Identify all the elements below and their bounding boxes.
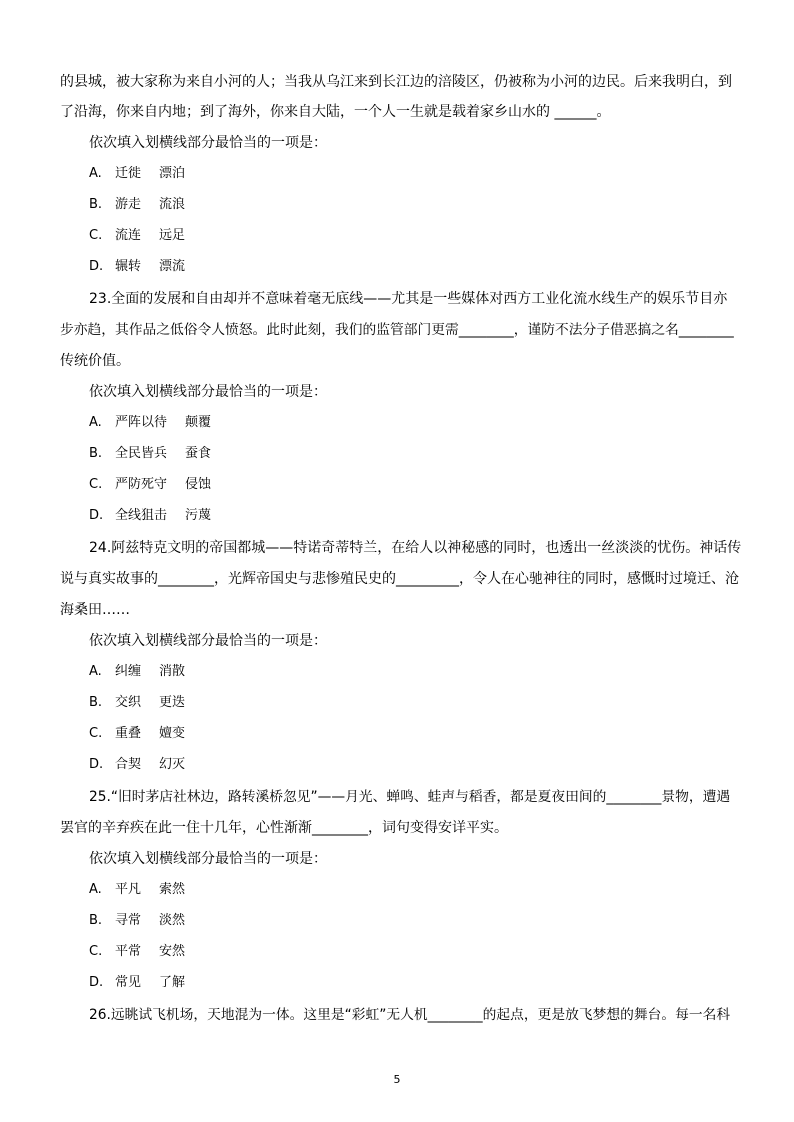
option-word-2: 淡然 <box>159 913 186 928</box>
option-d <box>89 506 211 526</box>
question-prompt: 依次填入划横线部分最恰当的一项是： <box>89 851 327 867</box>
option-letter: A. <box>89 415 102 430</box>
option-letter: B. <box>89 913 103 928</box>
option-a <box>89 164 185 184</box>
option-letter: C. <box>89 944 103 959</box>
option-word-1: 合契 <box>115 757 142 772</box>
option-c <box>89 226 185 246</box>
option-word-2: 流浪 <box>159 197 186 212</box>
question-23-line: 传统价值。 <box>60 353 130 369</box>
option-word-1: 纠缠 <box>115 664 142 679</box>
option-word-1: 流连 <box>115 228 142 243</box>
option-b <box>89 693 185 713</box>
paragraph-line: 的县城，被大家称为来自小河的人；当我从乌江来到长江边的涪陵区，仍被称为小河的边民。后来我明白，到 <box>60 74 732 90</box>
option-letter: B. <box>89 197 103 212</box>
option-letter: C. <box>89 477 103 492</box>
option-word-2: 漂泊 <box>159 166 186 181</box>
option-word-1: 平常 <box>115 944 142 959</box>
question-24-line: 说与真实故事的________，光辉帝国史与悲惨殖民史的_________，令人在心驰神往的同时，感慨时过境迁、沧 <box>60 571 739 587</box>
option-c <box>89 724 185 744</box>
option-word-2: 远足 <box>159 228 186 243</box>
option-word-1: 严防死守 <box>115 477 168 492</box>
option-word-1: 交织 <box>115 695 142 710</box>
option-letter: C. <box>89 228 103 243</box>
option-word-2: 漂流 <box>159 259 186 274</box>
option-word-2: 更迭 <box>159 695 186 710</box>
option-word-1: 全民皆兵 <box>115 446 168 461</box>
option-word-1: 常见 <box>115 975 142 990</box>
option-word-1: 严阵以待 <box>115 415 168 430</box>
option-b <box>89 444 211 464</box>
question-25-line: 25.“旧时茅店社林边，路转溪桥忽见”——月光、蝉鸣、蛙声与稻香，都是夏夜田间的________景物，遭遇 <box>89 789 731 805</box>
question-23-line: 步亦趋，其作品之低俗令人愤怒。此时此刻，我们的监管部门更需________，谨防不法分子借恶搞之名________ <box>60 322 734 338</box>
option-letter: A. <box>89 882 102 897</box>
option-b <box>89 911 185 931</box>
option-word-2: 侵蚀 <box>185 477 212 492</box>
question-25-line: 罢官的辛弃疾在此一住十几年，心性渐渐________，词句变得安详平实。 <box>60 820 508 836</box>
option-word-1: 平凡 <box>115 882 142 897</box>
option-word-2: 污蔑 <box>185 508 212 523</box>
option-letter: B. <box>89 695 103 710</box>
option-letter: D. <box>89 508 104 523</box>
option-word-2: 颠覆 <box>185 415 212 430</box>
option-word-2: 安然 <box>159 944 186 959</box>
option-a <box>89 413 211 433</box>
option-c <box>89 942 185 962</box>
option-word-1: 游走 <box>115 197 142 212</box>
question-prompt: 依次填入划横线部分最恰当的一项是： <box>89 384 327 400</box>
question-24-line: 24.阿兹特克文明的帝国都城——特诺奇蒂特兰，在给人以神秘感的同时，也透出一丝淡淡的忧伤。神话传 <box>89 540 742 556</box>
option-letter: B. <box>89 446 103 461</box>
question-prompt: 依次填入划横线部分最恰当的一项是： <box>89 135 327 151</box>
page-number: 5 <box>393 1073 401 1086</box>
option-word-2: 蚕食 <box>185 446 212 461</box>
option-c <box>89 475 211 495</box>
option-word-2: 幻灭 <box>159 757 186 772</box>
option-word-2: 消散 <box>159 664 186 679</box>
question-26-line: 26.远眺试飞机场，天地混为一体。这里是“彩虹”无人机________的起点，更是放飞梦想的舞台。每一名科 <box>89 1007 731 1023</box>
option-word-2: 了解 <box>159 975 186 990</box>
option-word-1: 辗转 <box>115 259 142 274</box>
option-word-2: 索然 <box>159 882 186 897</box>
paragraph-line: 了沿海，你来自内地；到了海外，你来自大陆，一个人一生就是载着家乡山水的 ______。 <box>60 104 611 120</box>
option-word-2: 嬗变 <box>159 726 186 741</box>
option-letter: C. <box>89 726 103 741</box>
option-a <box>89 880 185 900</box>
option-letter: D. <box>89 259 104 274</box>
option-d <box>89 257 185 277</box>
option-d <box>89 755 185 775</box>
option-letter: A. <box>89 166 102 181</box>
option-word-1: 重叠 <box>115 726 142 741</box>
option-d <box>89 973 185 993</box>
option-word-1: 寻常 <box>115 913 142 928</box>
option-letter: D. <box>89 757 104 772</box>
question-24-line: 海桑田…… <box>60 602 130 618</box>
option-word-1: 迁徙 <box>115 166 142 181</box>
option-b <box>89 195 185 215</box>
option-letter: A. <box>89 664 102 679</box>
question-prompt: 依次填入划横线部分最恰当的一项是： <box>89 633 327 649</box>
option-letter: D. <box>89 975 104 990</box>
question-23-line: 23.全面的发展和自由却并不意味着毫无底线——尤其是一些媒体对西方工业化流水线生产的娱乐节目亦 <box>89 291 728 307</box>
option-a <box>89 662 185 682</box>
option-word-1: 全线狙击 <box>115 508 168 523</box>
